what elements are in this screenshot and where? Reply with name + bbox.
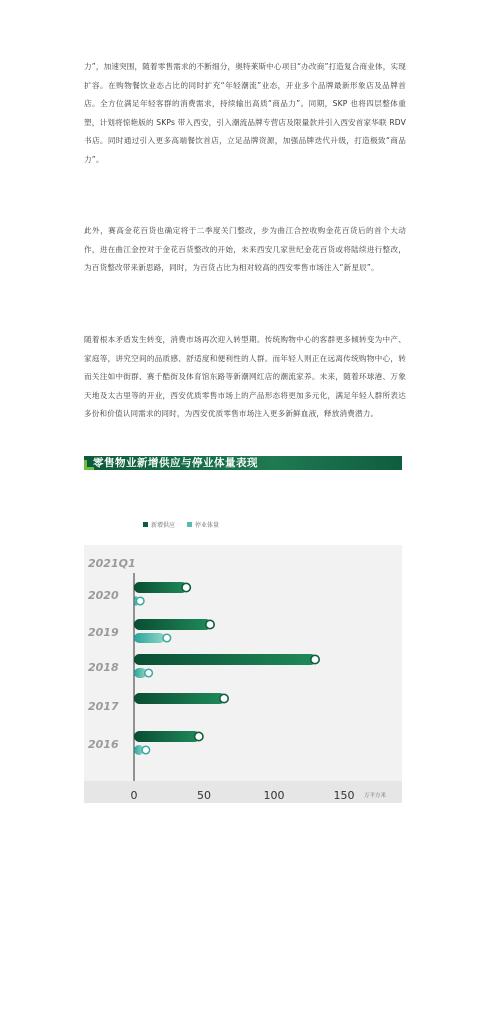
- bar-new-supply: [134, 582, 187, 593]
- y-tick-label: 2018: [88, 661, 119, 674]
- y-tick-label: 2020: [88, 589, 119, 602]
- bar-chart: [84, 545, 402, 803]
- paragraph-3: 随着根本矛盾发生转变，消费市场再次迎入转型期。传统购物中心的客群更多倾转变为中产、家庭等，讲究空间的品质感、舒适度和便利性的人群。而年轻人则正在远离传统购物中心，转而关注如中街群、赛千酷街及体育馆东路等新潮网红店的潮流家养。未来，随着环球港、万象天地及太古里等的开业，西安优质零售市场上的产品形态将更加多元化，满足年轻人群所表达多份和价值认同需求的同时，为西安优质零售市场注入更多新鲜血液，释放消费潜力。: [84, 335, 406, 419]
- y-tick-label: 2016: [88, 738, 119, 751]
- legend-label-closed: 停业体量: [195, 522, 220, 529]
- y-tick-label: 2019: [88, 626, 119, 639]
- legend-swatch-closed: [187, 522, 192, 527]
- y-tick-label: 2021Q1: [88, 557, 136, 570]
- x-tick-label: 100: [263, 789, 285, 802]
- bar-end-marker: [145, 669, 153, 677]
- x-tick-label: 150: [333, 789, 355, 802]
- bar-end-marker: [163, 634, 171, 642]
- plot-background: [84, 545, 402, 803]
- paragraph-2: 此外，赛高金花百货也确定将于二季度关门整改，步为曲江合控收购金花百货后的首个大动作，进在曲江金控对于金花百货整改的开始，未来西安几家世纪金花百货或将陆续进行整改，为百货整改带来新思路，同时，为百货占比为相对较高的西安零售市场注入“新星辰”。: [84, 226, 406, 273]
- legend-item-closed: [187, 520, 219, 529]
- bar-end-marker: [142, 746, 150, 754]
- bar-end-marker: [220, 694, 228, 702]
- bar-new-supply: [134, 619, 211, 630]
- bar-closed: [134, 633, 165, 643]
- x-tick-label: 0: [130, 789, 138, 802]
- unit-label: 万平方米: [364, 793, 387, 799]
- legend-label-new-supply: 新增供应: [151, 522, 176, 529]
- bar-end-marker: [195, 732, 203, 740]
- bar-new-supply: [134, 693, 225, 704]
- bar-end-marker: [136, 597, 144, 605]
- bar-end-marker: [182, 583, 190, 591]
- chart-title: 零售物业新增供应与停业体量表现: [93, 457, 258, 469]
- paragraph-1: 力”，加速突围，随着零售需求的不断细分，奥特莱斯中心项目“办改商”打造复合商业体，实现扩容。在购物餐饮业态占比的同时扩充“年轻潮流”业态，开业多个品牌最新形象店及品牌首店。全方位满足年轻客群的消费需求，持续输出高质“商品力”。同期，SKP 也将四层整体重塑，计划将惊艳版的 SKPs 带入西安，引入潮流品牌专营店及限量款并引入西安首家华联 RDV 书店。同时通过引入更多高端餐饮首店，立足品牌资源，加强品牌迭代升级，打造极致“商品力”。: [84, 62, 406, 164]
- bar-end-marker: [311, 655, 319, 663]
- y-tick-label: 2017: [88, 700, 119, 713]
- x-tick-label: 50: [197, 789, 211, 802]
- bar-end-marker: [206, 620, 214, 628]
- legend-swatch-new-supply: [143, 522, 148, 527]
- bar-new-supply: [134, 654, 316, 665]
- bar-new-supply: [134, 731, 200, 742]
- legend-item-new-supply: [143, 520, 175, 529]
